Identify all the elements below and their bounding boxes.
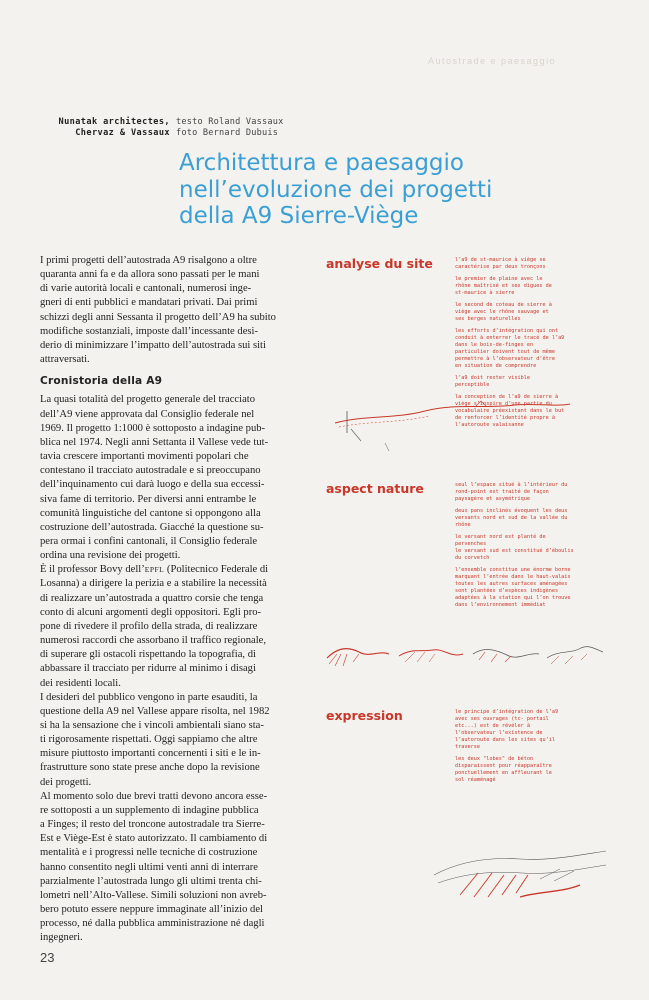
note-line: le versant nord est planté de: [455, 534, 546, 540]
note-line: permettre à l’observateur d’être: [455, 356, 555, 362]
note-line: deux pans inclinés évoquent les deux: [455, 508, 568, 514]
note-line: l’a9 de st-maurice à viège se: [455, 257, 546, 263]
text-line: Al momento solo due brevi tratti devono ancora esse-: [40, 790, 268, 802]
text-line: lometri nell’Alto-Vallese. Simili soluzioni non avreb-: [40, 889, 267, 901]
text-line: si ha la sensazione che i vincoli ambientali siano sta-: [40, 720, 264, 731]
panel-notes-expression: [455, 709, 605, 789]
note-line: viège s’inspire d’une partie du: [455, 401, 552, 407]
text-line: modifiche sostanziali, imposte dall’incessante desi-: [40, 325, 258, 337]
note-line: de renforcer l’identité propre à: [455, 415, 555, 421]
paragraph: [40, 563, 299, 690]
text-line: Est e Viège-Est è stato autorizzato. Il cambiamento di: [40, 833, 268, 845]
note-line: l’a9 doit rester visible: [455, 375, 530, 381]
text-line: a Finges; il resto del troncone autostradale tra Sierre-: [40, 819, 265, 831]
text-line: bero potuto essere neppure immaginate all’inizio del: [40, 904, 263, 916]
note-line: l’autoroute valaisanne: [455, 422, 524, 428]
text-line: questione della A9 nel Vallese appare risolta, nel 1982: [40, 705, 270, 717]
text-line: 1969. Il progetto 1:1000 è sottoposto a indagine pub-: [40, 422, 266, 434]
note-line: disparaissent pour réapparaître: [455, 763, 552, 769]
note-line: les deux "lobes" de béton: [455, 756, 534, 762]
credits-authors: [40, 117, 170, 139]
site-section-sketch: [325, 385, 575, 455]
note-line: dans l’environnement immédiat: [455, 602, 546, 608]
note-line: toutes les autres surfaces aménagées: [455, 581, 568, 587]
text-line: comunità linguistiche del cantone si oppongono alla: [40, 507, 261, 519]
portal-sketch: [430, 835, 610, 905]
note-line: rhône maîtrisé et ses digues de: [455, 283, 552, 289]
text-line: dei progetti.: [40, 776, 92, 788]
text-line: derio di minimizzare l’impatto dell’autostrada sui siti: [40, 339, 266, 351]
text-line: hanno consentito negli ultimi venti anni di interrare: [40, 861, 258, 873]
title-line: della A9 Sierre-Viège: [179, 203, 419, 229]
note-line: sont plantées d’espèces indigènes: [455, 588, 559, 594]
note-line: caractérise par deux tronçons: [455, 264, 546, 270]
text-line: schizzi degli anni Sessanta il progetto dell’A9 ha subito: [40, 311, 276, 323]
title-line: nell’evoluzione dei progetti: [179, 176, 493, 203]
note-line: ponctuellement en affleurant le: [455, 770, 552, 776]
role-line: testo Roland Vassaux: [176, 117, 284, 127]
panel-note: [455, 534, 605, 562]
role-line: foto Bernard Dubuis: [176, 128, 279, 138]
ghost-running-header: Autostrade e paesaggio: [428, 56, 557, 66]
text-line: misure piuttosto importanti concernenti i siti e le in-: [40, 748, 261, 760]
text-line: numerosi raccordi che assorbano il traffico regionale,: [40, 635, 267, 647]
text-line: ingegneri.: [40, 932, 83, 944]
intro-paragraph: [40, 254, 299, 367]
note-line: ses berges naturelles: [455, 316, 521, 322]
note-line: l’observateur l’existence de: [455, 730, 543, 736]
page-number: 23: [40, 950, 55, 965]
panel-note: [455, 756, 605, 784]
note-line: versants nord et sud de la vallée du: [455, 515, 568, 521]
panel-notes-aspect: [455, 482, 605, 614]
text-line: dei residenti locali.: [40, 677, 121, 689]
text-line: di realizzare un’autostrada a quattro corsie che tenga: [40, 592, 264, 604]
note-line: traverse: [455, 744, 480, 750]
text-line: re sottoposti a un supplemento di indagine pubblica: [40, 804, 259, 816]
paragraph: [40, 393, 299, 563]
text-line: conto di alcuni argomenti degli oppositori. Egli pro-: [40, 606, 262, 618]
text-line: processo, né dalla pubblica amministrazione né dagli: [40, 918, 265, 930]
text-line: ordina una revisione dei progetti.: [40, 550, 181, 562]
author-line: Nunatak architectes,: [58, 117, 170, 127]
text-line: mentalità e i progressi nelle tecniche di costruzione: [40, 847, 258, 859]
text-line: contestano il tracciato autostradale e si preoccupano: [40, 465, 261, 477]
note-line: perceptible: [455, 382, 490, 388]
text-line: pone di rivedere il profilo della strada, di realizzare: [40, 620, 258, 632]
note-line: avec ses ouvrages (tc- portail: [455, 716, 549, 722]
text-line: siva fame di territorio. Per diversi anni entrambe le: [40, 493, 257, 505]
panel-note: [455, 328, 605, 370]
text-line: Losanna) a dirigere la perizia e a stabilire la necessità: [40, 578, 267, 590]
note-line: l’ensemble constitue une énorme borne: [455, 567, 571, 573]
text-line: I desideri del pubblico vengono in parte esauditi, la: [40, 691, 258, 703]
text-line: gneri di enti pubblici e mandatari privati. Dai primi: [40, 297, 258, 309]
landscape-sketches-row: [325, 628, 605, 674]
body-column: [40, 254, 299, 946]
text-line: di superare gli ostacoli rispettando la topografia, di: [40, 649, 256, 661]
text-line: quaranta anni fa e da allora sono passati per le mani: [40, 269, 260, 281]
note-line: le second de coteau de sierre à: [455, 302, 552, 308]
note-line: vocabulaire préexistant dans le but: [455, 408, 565, 414]
panel-note: [455, 276, 605, 297]
text-line: di varie autorità locali e cantonali, numerosi inge-: [40, 283, 252, 295]
note-line: pervenches: [455, 541, 487, 547]
text-line: frastrutture sono state prese anche dopo la revisione: [40, 762, 260, 774]
text-line: dell’A9 viene approvata dal Consiglio federale nel: [40, 408, 255, 420]
note-line: conduit à enterrer le tracé de l’a9: [455, 335, 565, 341]
text-line: pera ormai i confini cantonali, il Consiglio federale: [40, 535, 258, 547]
panel-note: [455, 567, 605, 609]
panel-note: [455, 302, 605, 323]
paragraph: [40, 691, 299, 790]
panel-note: [455, 257, 605, 271]
panel-note: [455, 508, 605, 529]
note-line: st-maurice à sierre: [455, 290, 515, 296]
note-line: etc...) est de révéler à: [455, 723, 530, 729]
note-line: seul l’espace situé à l’intérieur du: [455, 482, 568, 488]
note-line: du corvetch: [455, 555, 490, 561]
title-line: Architettura e paesaggio: [179, 150, 464, 176]
panel-heading-analyse: analyse du site: [326, 256, 433, 271]
note-line: le principe d’intégration de l’a9: [455, 709, 559, 715]
note-line: marquant l’entrée dans le haut-valais: [455, 574, 571, 580]
note-line: en situation de comprendre: [455, 363, 537, 369]
text-line: costruzione dell’autostrada. Giacché la questione su-: [40, 521, 264, 533]
text-line: attraversati.: [40, 354, 90, 366]
text-line: I primi progetti dell’autostrada A9 risalgono a oltre: [40, 255, 257, 266]
text-line: La quasi totalità del progetto generale del tracciato: [40, 394, 256, 406]
note-line: sol réaménagé: [455, 777, 496, 783]
text-line: tavia crescere importanti movimenti popolari che: [40, 451, 249, 463]
text-line: parzialmente l’autostrada lungo gli ultimi trenta chi-: [40, 875, 262, 887]
credits-roles: [176, 117, 283, 139]
article-title: [179, 150, 509, 230]
note-line: les efforts d’intégration qui ont: [455, 328, 559, 334]
note-line: le premier de plaine avec le: [455, 276, 543, 282]
note-line: paysagère et asymétrique: [455, 496, 530, 502]
text-line: ti rigorosamente rispettati. Oggi sappiamo che altre: [40, 734, 258, 746]
panel-note: [455, 482, 605, 503]
note-line: viège avec le rhône sauvage et: [455, 309, 549, 315]
author-line: Chervaz & Vassaux: [75, 128, 170, 138]
abbreviation: EPFL: [144, 565, 165, 575]
panel-heading-aspect: aspect nature: [326, 481, 424, 496]
text-line: dell’inquinamento cui darà luogo e della sua eccessi-: [40, 479, 265, 491]
note-line: l’autoroute dans les sites qu’il: [455, 737, 555, 743]
text-line: È il professor Bovy dell’EPFL (Politecnico Federale di: [40, 564, 269, 576]
note-line: la conception de l’a9 de sierre à: [455, 394, 559, 400]
paragraph: [40, 790, 299, 946]
note-line: rond-point est traité de façon: [455, 489, 549, 495]
panel-note: [455, 709, 605, 751]
note-line: rhône: [455, 522, 471, 528]
note-line: dans le bois-de-finges en: [455, 342, 534, 348]
note-line: particulier doivent tout de même: [455, 349, 555, 355]
section-heading: Cronistoria della A9: [40, 375, 163, 388]
panel-heading-expression: expression: [326, 708, 403, 723]
text-line: abbassare il tracciato per ridurre al minimo i disagi: [40, 663, 256, 675]
note-line: adaptées à la station qui l’on trouve: [455, 595, 571, 601]
note-line: le versant sud est constitué d’éboulis: [455, 548, 574, 554]
text-line: blica nel 1974. Negli anni Settanta il Vallese vede tut-: [40, 436, 269, 448]
